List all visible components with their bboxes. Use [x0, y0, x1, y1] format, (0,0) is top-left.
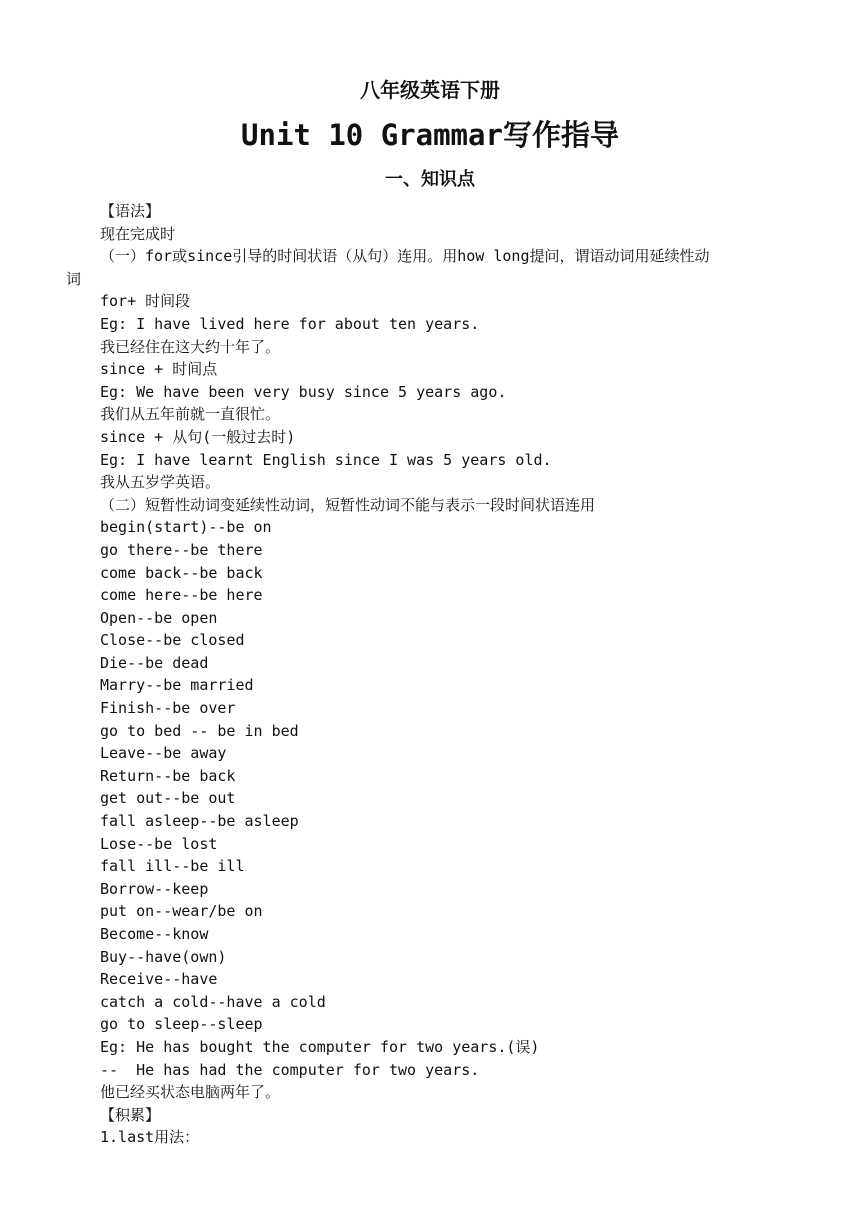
text-line: since + 时间点: [100, 360, 218, 379]
text-line: Marry--be married: [100, 676, 254, 695]
text-line: Leave--be away: [100, 744, 227, 763]
text-line: 【积累】: [100, 1105, 161, 1124]
grade-heading: 八年级英语下册: [360, 78, 500, 102]
section-heading: 一、知识点: [385, 169, 475, 190]
text-line: 我已经住在这大约十年了。: [100, 337, 281, 356]
text-line: go to bed -- be in bed: [100, 721, 299, 740]
text-line: Close--be closed: [100, 631, 245, 650]
text-line: Eg: I have lived here for about ten years.: [100, 314, 480, 333]
text-line: （二）短暂性动词变延续性动词，短暂性动词不能与表示一段时间状语连用: [100, 495, 596, 514]
text-line: 词: [66, 269, 82, 288]
text-line: Lose--be lost: [100, 834, 218, 853]
text-line: begin(start)--be on: [100, 518, 272, 537]
page-title: Unit 10 Grammar写作指导: [241, 118, 619, 152]
text-line: Receive--have: [100, 970, 218, 989]
text-line: 现在完成时: [100, 224, 176, 243]
text-line: Finish--be over: [100, 699, 236, 718]
text-line: Eg: He has bought the computer for two years.(误): [100, 1037, 540, 1056]
text-line: get out--be out: [100, 789, 236, 808]
text-line: put on--wear/be on: [100, 902, 263, 921]
text-line: for+ 时间段: [100, 292, 191, 311]
text-line: 1.last用法：: [100, 1128, 200, 1147]
text-line: catch a cold--have a cold: [100, 992, 326, 1011]
text-line: Die--be dead: [100, 653, 209, 672]
text-line: go there--be there: [100, 540, 263, 559]
text-line: since + 从句(一般过去时): [100, 427, 296, 446]
text-line: go to sleep--sleep: [100, 1015, 263, 1034]
text-line: Buy--have(own): [100, 947, 227, 966]
text-line: Eg: We have been very busy since 5 years ago.: [100, 382, 507, 401]
document-body: [66, 200, 800, 1149]
text-line: Eg: I have learnt English since I was 5 years old.: [100, 450, 552, 469]
text-line: 我从五岁学英语。: [100, 473, 221, 492]
text-line: 【语法】: [100, 202, 161, 220]
text-line: 我们从五年前就一直很忙。: [100, 405, 281, 424]
text-line: come back--be back: [100, 563, 263, 582]
text-line: Become--know: [100, 925, 209, 943]
text-line: （一）for或since引导的时间状语（从句）连用。用how long提问，谓语动词用延续性动: [100, 247, 710, 266]
text-line: Borrow--keep: [100, 879, 209, 898]
text-line: -- He has had the computer for two years.: [100, 1060, 480, 1079]
text-line: Return--be back: [100, 766, 236, 785]
text-line: fall ill--be ill: [100, 857, 245, 876]
text-line: Open--be open: [100, 608, 218, 627]
text-line: come here--be here: [100, 586, 263, 605]
text-line: fall asleep--be asleep: [100, 812, 299, 831]
text-line: 他已经买状态电脑两年了。: [100, 1083, 281, 1102]
